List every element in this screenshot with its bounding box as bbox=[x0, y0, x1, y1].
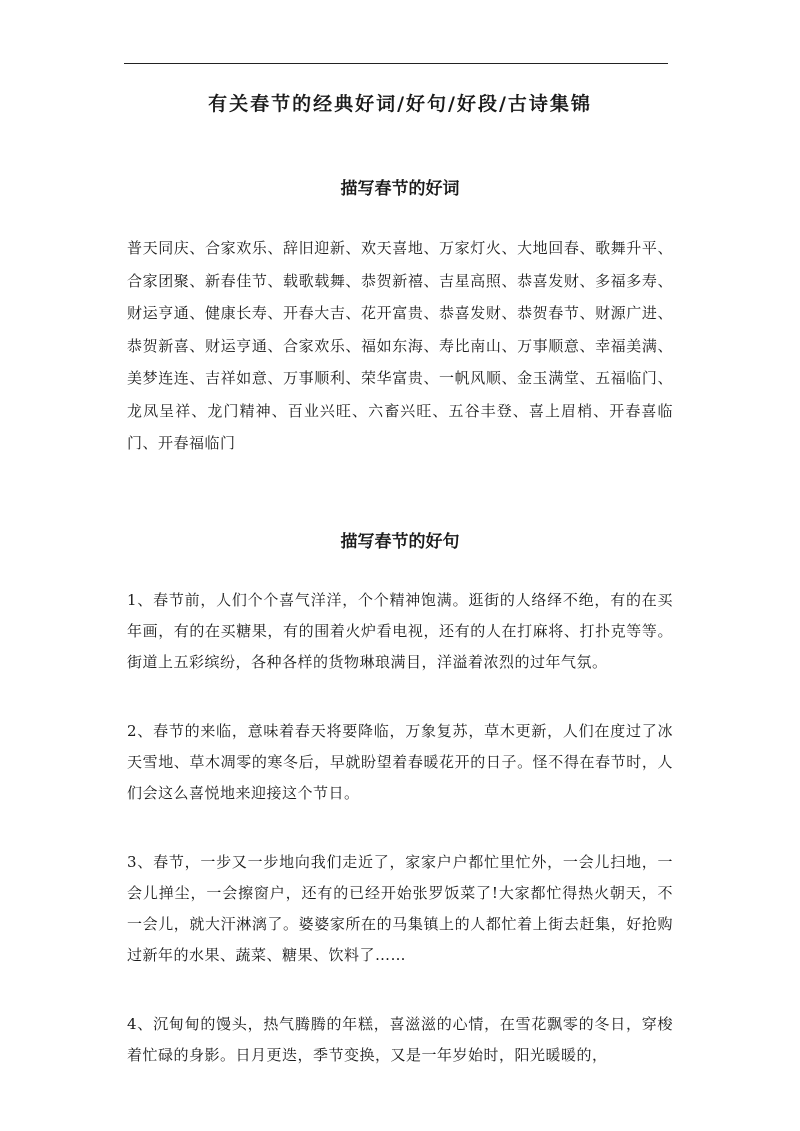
section-heading-words: 描写春节的好词 bbox=[340, 179, 460, 199]
sentence-paragraph: 4、沉甸甸的馒头，热气腾腾的年糕，喜滋滋的心情，在雪花飘零的冬日，穿梭着忙碌的身影。日月更迭，季节变换，又是一年岁始时，阳光暖暖的， bbox=[127, 1015, 673, 1064]
sentence-paragraph: 2、春节的来临，意味着春天将要降临，万象复苏，草木更新，人们在度过了冰天雪地、草木凋零的寒冬后，早就盼望着春暖花开的日子。怪不得在春节时，人们会这么喜悦地来迎接这个节日。 bbox=[127, 722, 673, 802]
section-heading-sentences: 描写春节的好句 bbox=[340, 532, 460, 552]
header-rule bbox=[124, 63, 668, 64]
sentence-paragraph: 3、春节，一步又一步地向我们走近了，家家户户都忙里忙外，一会儿扫地，一会儿掸尘，一会擦窗户，还有的已经开始张罗饭菜了!大家都忙得热火朝天，不一会儿，就大汗淋漓了。婆婆家所在的马集镇上的人都忙着上街去赶集，好抢购过新年的水果、蔬菜、糖果、饮料了…… bbox=[127, 853, 673, 964]
words-paragraph: 普天同庆、合家欢乐、辞旧迎新、欢天喜地、万家灯火、大地回春、歌舞升平、合家团聚、新春佳节、载歌载舞、恭贺新禧、吉星高照、恭喜发财、多福多寿、财运亨通、健康长寿、开春大吉、花开富贵、恭喜发财、恭贺春节、财源广进、恭贺新喜、财运亨通、合家欢乐、福如东海、寿比南山、万事顺意、幸福美满、美梦连连、吉祥如意、万事顺利、荣华富贵、一帆风顺、金玉满堂、五福临门、龙凤呈祥、龙门精神、百业兴旺、六畜兴旺、五谷丰登、喜上眉梢、开春喜临门、开春福临门 bbox=[127, 239, 673, 452]
sentences-list bbox=[127, 585, 673, 1109]
document-title: 有关春节的经典好词/好句/好段/古诗集锦 bbox=[208, 93, 592, 115]
sentence-paragraph: 1、春节前，人们个个喜气洋洋，个个精神饱满。逛街的人络绎不绝，有的在买年画，有的在买糖果，有的围着火炉看电视，还有的人在打麻将、打扑克等等。街道上五彩缤纷，各种各样的货物琳琅满目，洋溢着浓烈的过年气氛。 bbox=[127, 591, 673, 671]
